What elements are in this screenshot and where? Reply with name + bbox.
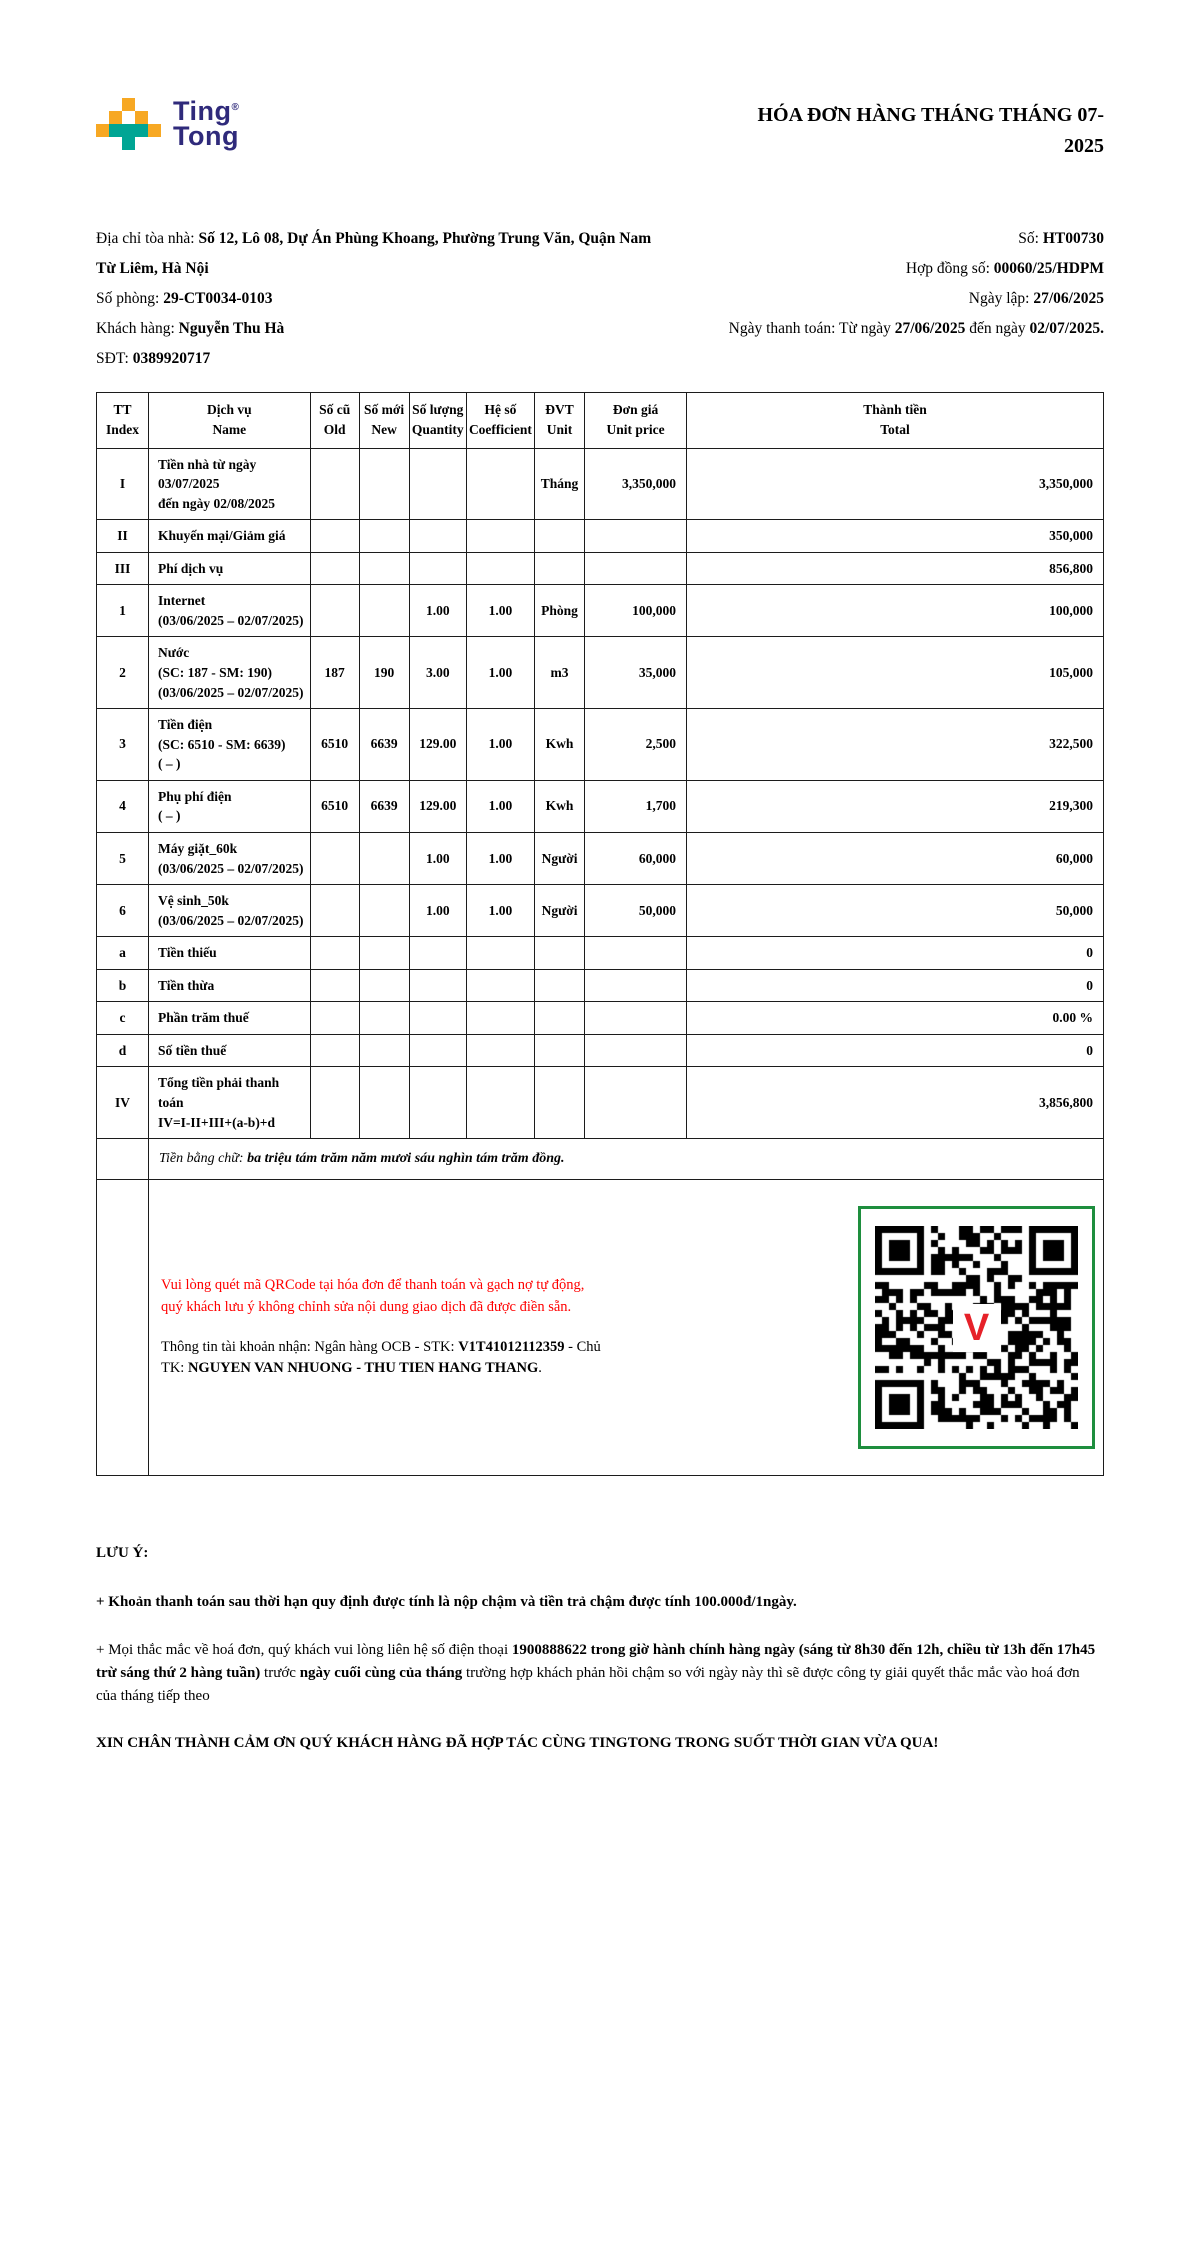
cell-old: [310, 1067, 359, 1139]
cell-coef: [466, 1002, 534, 1035]
cell-old: 6510: [310, 780, 359, 832]
invoice-info: [96, 224, 1104, 374]
logo-pixel: [148, 124, 161, 137]
cell-qty: [409, 520, 466, 553]
cell-total: 0: [687, 969, 1104, 1002]
invoice-title: [654, 100, 1104, 162]
cell-name: Số tiền thuế: [148, 1034, 310, 1067]
header-unit: ĐVT Unit: [534, 393, 584, 449]
cell-price: [585, 969, 687, 1002]
table-row: [97, 780, 1104, 832]
cell-qty: 129.00: [409, 780, 466, 832]
cell-tt: IV: [97, 1067, 149, 1139]
invoice-table-footer: [97, 1139, 1104, 1476]
cell-total: 3,856,800: [687, 1067, 1104, 1139]
cell-total: 322,500: [687, 709, 1104, 781]
cell-name: Phần trăm thuế: [148, 1002, 310, 1035]
vietqr-v-icon: V: [963, 1306, 990, 1349]
table-row: [97, 969, 1104, 1002]
logo-pixel: [135, 111, 148, 124]
cell-total: 856,800: [687, 552, 1104, 585]
cell-old: [310, 937, 359, 970]
cell-tt: 4: [97, 780, 149, 832]
cell-price: 35,000: [585, 637, 687, 709]
cell-total: 0: [687, 1034, 1104, 1067]
cell-new: [359, 585, 409, 637]
cell-name: Tổng tiền phải thanh toán IV=I-II+III+(a-b)+d: [148, 1067, 310, 1139]
customer-phone: [96, 344, 661, 374]
cell-old: [310, 1002, 359, 1035]
text-part: 1900888622 trong giờ hành chính hàng ngày (sáng từ 8h30 đến 12h, chiều từ 13h đến 17h45 trừ sáng thứ 2 hàng tuần): [96, 1641, 1096, 1681]
cell-old: 6510: [310, 709, 359, 781]
invoice-number-label: Số:: [1018, 230, 1043, 247]
cell-total: 105,000: [687, 637, 1104, 709]
logo-pixel: [96, 124, 109, 137]
info-left-column: [96, 224, 661, 374]
cell-old: 187: [310, 637, 359, 709]
cell-name: Khuyến mại/Giảm giá: [148, 520, 310, 553]
cell-coef: [466, 552, 534, 585]
cell-coef: [466, 969, 534, 1002]
cell-unit: [534, 552, 584, 585]
cell-name: Tiền điện (SC: 6510 - SM: 6639) ( – ): [148, 709, 310, 781]
cell-qty: 1.00: [409, 885, 466, 937]
text-part: .: [538, 1360, 542, 1377]
cell-unit: Tháng: [534, 448, 584, 520]
cell-old: [310, 448, 359, 520]
cell-qty: 129.00: [409, 709, 466, 781]
cell-old: [310, 885, 359, 937]
text-part: - Chủ TK:: [160, 1338, 601, 1377]
header-old: Số cũ Old: [310, 393, 359, 449]
qr-payment-block: [149, 1180, 1103, 1475]
customer-name: [96, 314, 661, 344]
cell-tt: 6: [97, 885, 149, 937]
text-part: + Mọi thắc mắc về hoá đơn, quý khách vui lòng liên hệ số điện thoại: [96, 1641, 512, 1658]
table-row: [97, 1067, 1104, 1139]
header-index: TT Index: [97, 393, 149, 449]
cell-total: 350,000: [687, 520, 1104, 553]
payment-date-from: 27/06/2025: [894, 320, 966, 337]
cell-tt: c: [97, 1002, 149, 1035]
payment-label1: Ngày thanh toán: Từ ngày: [728, 320, 895, 337]
cell-old: [310, 552, 359, 585]
invoice-title-line2: 2025: [1064, 135, 1104, 157]
phone-value: 0389920717: [132, 350, 211, 367]
cell-qty: [409, 448, 466, 520]
cell-coef: 1.00: [466, 585, 534, 637]
header: [96, 95, 1104, 162]
cell-new: [359, 520, 409, 553]
text-part: trường hợp khách phản hồi chậm so với ngày này thì sẽ được công ty giải quyết thắc mắc vào hoá đơn của tháng tiếp theo: [96, 1664, 1080, 1705]
logo-pixel: [109, 124, 148, 137]
cell-name: Tiền thiếu: [148, 937, 310, 970]
cell-tt: 5: [97, 832, 149, 884]
cell-old: [310, 585, 359, 637]
qr-center-logo: [953, 1304, 1001, 1352]
cell-tt: 3: [97, 709, 149, 781]
cell-new: [359, 1034, 409, 1067]
customer-value: Nguyễn Thu Hà: [178, 320, 285, 337]
hotline-note: [96, 1639, 1104, 1709]
cell-coef: 1.00: [466, 709, 534, 781]
header-unit-price: Đơn giá Unit price: [585, 393, 687, 449]
cell-qty: [409, 1034, 466, 1067]
notes-heading: LƯU Ý:: [96, 1545, 149, 1562]
logo-pixel: [122, 98, 135, 111]
invoice-table-header: [97, 393, 1104, 449]
footer-notes: [96, 1542, 1104, 1756]
cell-unit: Người: [534, 832, 584, 884]
cell-price: 2,500: [585, 709, 687, 781]
cell-coef: [466, 448, 534, 520]
issue-date: [684, 284, 1104, 314]
cell-empty: [97, 1180, 149, 1476]
cell-price: 1,700: [585, 780, 687, 832]
info-right-column: [684, 224, 1104, 374]
cell-new: [359, 1067, 409, 1139]
address-label: Địa chỉ tòa nhà:: [96, 230, 199, 247]
cell-empty: [97, 1139, 149, 1180]
cell-new: [359, 552, 409, 585]
cell-tt: II: [97, 520, 149, 553]
cell-qty: 1.00: [409, 832, 466, 884]
cell-total: 3,350,000: [687, 448, 1104, 520]
cell-tt: 1: [97, 585, 149, 637]
cell-new: [359, 448, 409, 520]
cell-name: Tiền nhà từ ngày 03/07/2025 đến ngày 02/08/2025: [148, 448, 310, 520]
cell-name: Vệ sinh_50k (03/06/2025 – 02/07/2025): [148, 885, 310, 937]
cell-new: [359, 832, 409, 884]
cell-coef: [466, 937, 534, 970]
qr-payment-cell: [148, 1180, 1103, 1476]
header-coefficient: Hệ số Coefficient: [466, 393, 534, 449]
cell-name: Nước (SC: 187 - SM: 190) (03/06/2025 – 02/07/2025): [148, 637, 310, 709]
header-quantity: Số lượng Quantity: [409, 393, 466, 449]
qr-code-box: [858, 1206, 1095, 1449]
cell-name: Phí dịch vụ: [148, 552, 310, 585]
cell-total: 50,000: [687, 885, 1104, 937]
customer-label: Khách hàng:: [96, 320, 179, 337]
invoice-table: [96, 392, 1104, 1476]
table-row: [97, 585, 1104, 637]
cell-tt: I: [97, 448, 149, 520]
cell-unit: Kwh: [534, 780, 584, 832]
contract-label: Hợp đồng số:: [905, 260, 994, 277]
invoice-number-value: HT00730: [1042, 230, 1104, 247]
cell-name: Internet (03/06/2025 – 02/07/2025): [148, 585, 310, 637]
payment-period: [684, 314, 1104, 344]
amount-in-words-row: [97, 1139, 1104, 1180]
cell-tt: III: [97, 552, 149, 585]
table-row: [97, 937, 1104, 970]
cell-old: [310, 1034, 359, 1067]
cell-coef: [466, 520, 534, 553]
logo-word-bottom: Tong: [173, 121, 239, 151]
text-part: V1T41012112359: [458, 1338, 565, 1355]
cell-old: [310, 520, 359, 553]
logo-pixel: [109, 111, 122, 124]
tingtong-logo-icon: [96, 98, 161, 150]
amount-in-words-value: ba triệu tám trăm năm mươi sáu nghìn tám trăm đồng.: [247, 1151, 565, 1167]
cell-old: [310, 969, 359, 1002]
cell-tt: b: [97, 969, 149, 1002]
table-row: [97, 448, 1104, 520]
late-payment-note: + Khoản thanh toán sau thời hạn quy định được tính là nộp chậm và tiền trả chậm được tính 100.000đ/1ngày.: [96, 1594, 797, 1611]
contract-value: 00060/25/HDPM: [993, 260, 1104, 277]
header-row: [97, 393, 1104, 449]
cell-total: 60,000: [687, 832, 1104, 884]
table-row: [97, 552, 1104, 585]
cell-price: [585, 1002, 687, 1035]
cell-qty: [409, 552, 466, 585]
room-number: [96, 284, 661, 314]
cell-new: 6639: [359, 709, 409, 781]
cell-coef: 1.00: [466, 637, 534, 709]
text-part: Thông tin tài khoản nhận: Ngân hàng OCB - STK:: [160, 1338, 459, 1355]
amount-in-words-label: Tiền bằng chữ:: [158, 1151, 248, 1167]
header-total: Thành tiền Total: [687, 393, 1104, 449]
cell-price: 50,000: [585, 885, 687, 937]
cell-qty: [409, 969, 466, 1002]
bank-account-info: [161, 1337, 601, 1381]
cell-total: 219,300: [687, 780, 1104, 832]
cell-total: 0.00 %: [687, 1002, 1104, 1035]
cell-unit: [534, 937, 584, 970]
cell-unit: Phòng: [534, 585, 584, 637]
cell-price: 100,000: [585, 585, 687, 637]
cell-qty: [409, 1002, 466, 1035]
cell-name: Phụ phí điện ( – ): [148, 780, 310, 832]
table-row: [97, 832, 1104, 884]
logo-pixel: [122, 137, 135, 150]
table-row: [97, 1002, 1104, 1035]
cell-unit: Người: [534, 885, 584, 937]
address-value: Số 12, Lô 08, Dự Án Phùng Khoang, Phường Trung Văn, Quận Nam Từ Liêm, Hà Nội: [96, 230, 652, 277]
building-address: [96, 224, 661, 284]
table-row: [97, 709, 1104, 781]
cell-unit: Kwh: [534, 709, 584, 781]
qr-instruction-text: Vui lòng quét mã QRCode tại hóa đơn để thanh toán và gạch nợ tự động, quý khách lưu ý không chỉnh sửa nội dung giao dịch đã được điền sẵn.: [160, 1277, 585, 1315]
amount-in-words-cell: [148, 1139, 1103, 1180]
cell-unit: [534, 1067, 584, 1139]
tingtong-logo: [96, 95, 240, 151]
text-part: trước: [260, 1664, 300, 1681]
cell-price: [585, 1034, 687, 1067]
payment-date-to: 02/07/2025.: [1029, 320, 1104, 337]
cell-new: [359, 969, 409, 1002]
cell-unit: [534, 520, 584, 553]
cell-name: Tiền thừa: [148, 969, 310, 1002]
cell-tt: d: [97, 1034, 149, 1067]
phone-label: SĐT:: [96, 350, 133, 367]
qr-row: [97, 1180, 1104, 1476]
qr-text-block: [161, 1275, 601, 1380]
cell-price: 3,350,000: [585, 448, 687, 520]
cell-unit: [534, 1034, 584, 1067]
cell-coef: [466, 1067, 534, 1139]
cell-price: [585, 937, 687, 970]
contract-number: [684, 254, 1104, 284]
cell-price: 60,000: [585, 832, 687, 884]
cell-new: 6639: [359, 780, 409, 832]
table-row: [97, 520, 1104, 553]
cell-new: [359, 1002, 409, 1035]
text-part: ngày cuối cùng của tháng: [299, 1664, 463, 1681]
room-value: 29-CT0034-0103: [163, 290, 273, 307]
cell-tt: a: [97, 937, 149, 970]
invoice-title-line1: HÓA ĐƠN HÀNG THÁNG THÁNG 07-: [757, 104, 1104, 126]
cell-new: [359, 885, 409, 937]
cell-coef: 1.00: [466, 780, 534, 832]
table-row: [97, 1034, 1104, 1067]
room-label: Số phòng:: [96, 290, 164, 307]
header-name: Dịch vụ Name: [148, 393, 310, 449]
invoice-table-body: [97, 448, 1104, 1139]
invoice-number: [684, 224, 1104, 254]
cell-qty: [409, 937, 466, 970]
payment-label2: đến ngày: [965, 320, 1030, 337]
cell-coef: [466, 1034, 534, 1067]
cell-unit: m3: [534, 637, 584, 709]
cell-new: 190: [359, 637, 409, 709]
cell-price: [585, 520, 687, 553]
cell-tt: 2: [97, 637, 149, 709]
cell-qty: [409, 1067, 466, 1139]
table-row: [97, 885, 1104, 937]
table-row: [97, 637, 1104, 709]
cell-new: [359, 937, 409, 970]
cell-unit: [534, 1002, 584, 1035]
cell-qty: 1.00: [409, 585, 466, 637]
issue-date-label: Ngày lập:: [968, 290, 1034, 307]
cell-price: [585, 1067, 687, 1139]
cell-coef: 1.00: [466, 832, 534, 884]
cell-total: 0: [687, 937, 1104, 970]
cell-qty: 3.00: [409, 637, 466, 709]
cell-coef: 1.00: [466, 885, 534, 937]
logo-word-top: Ting: [173, 95, 232, 126]
issue-date-value: 27/06/2025: [1033, 290, 1104, 307]
thank-you-note: XIN CHÂN THÀNH CẢM ƠN QUÝ KHÁCH HÀNG ĐÃ HỢP TÁC CÙNG TINGTONG TRONG SUỐT THỜI GIAN VỪA QUA!: [96, 1735, 939, 1752]
cell-unit: [534, 969, 584, 1002]
cell-total: 100,000: [687, 585, 1104, 637]
header-new: Số mới New: [359, 393, 409, 449]
cell-old: [310, 832, 359, 884]
cell-price: [585, 552, 687, 585]
logo-wordmark: [173, 95, 240, 151]
cell-name: Máy giặt_60k (03/06/2025 – 02/07/2025): [148, 832, 310, 884]
text-part: NGUYEN VAN NHUONG - THU TIEN HANG THANG: [187, 1360, 539, 1377]
registered-mark: ®: [231, 101, 240, 113]
